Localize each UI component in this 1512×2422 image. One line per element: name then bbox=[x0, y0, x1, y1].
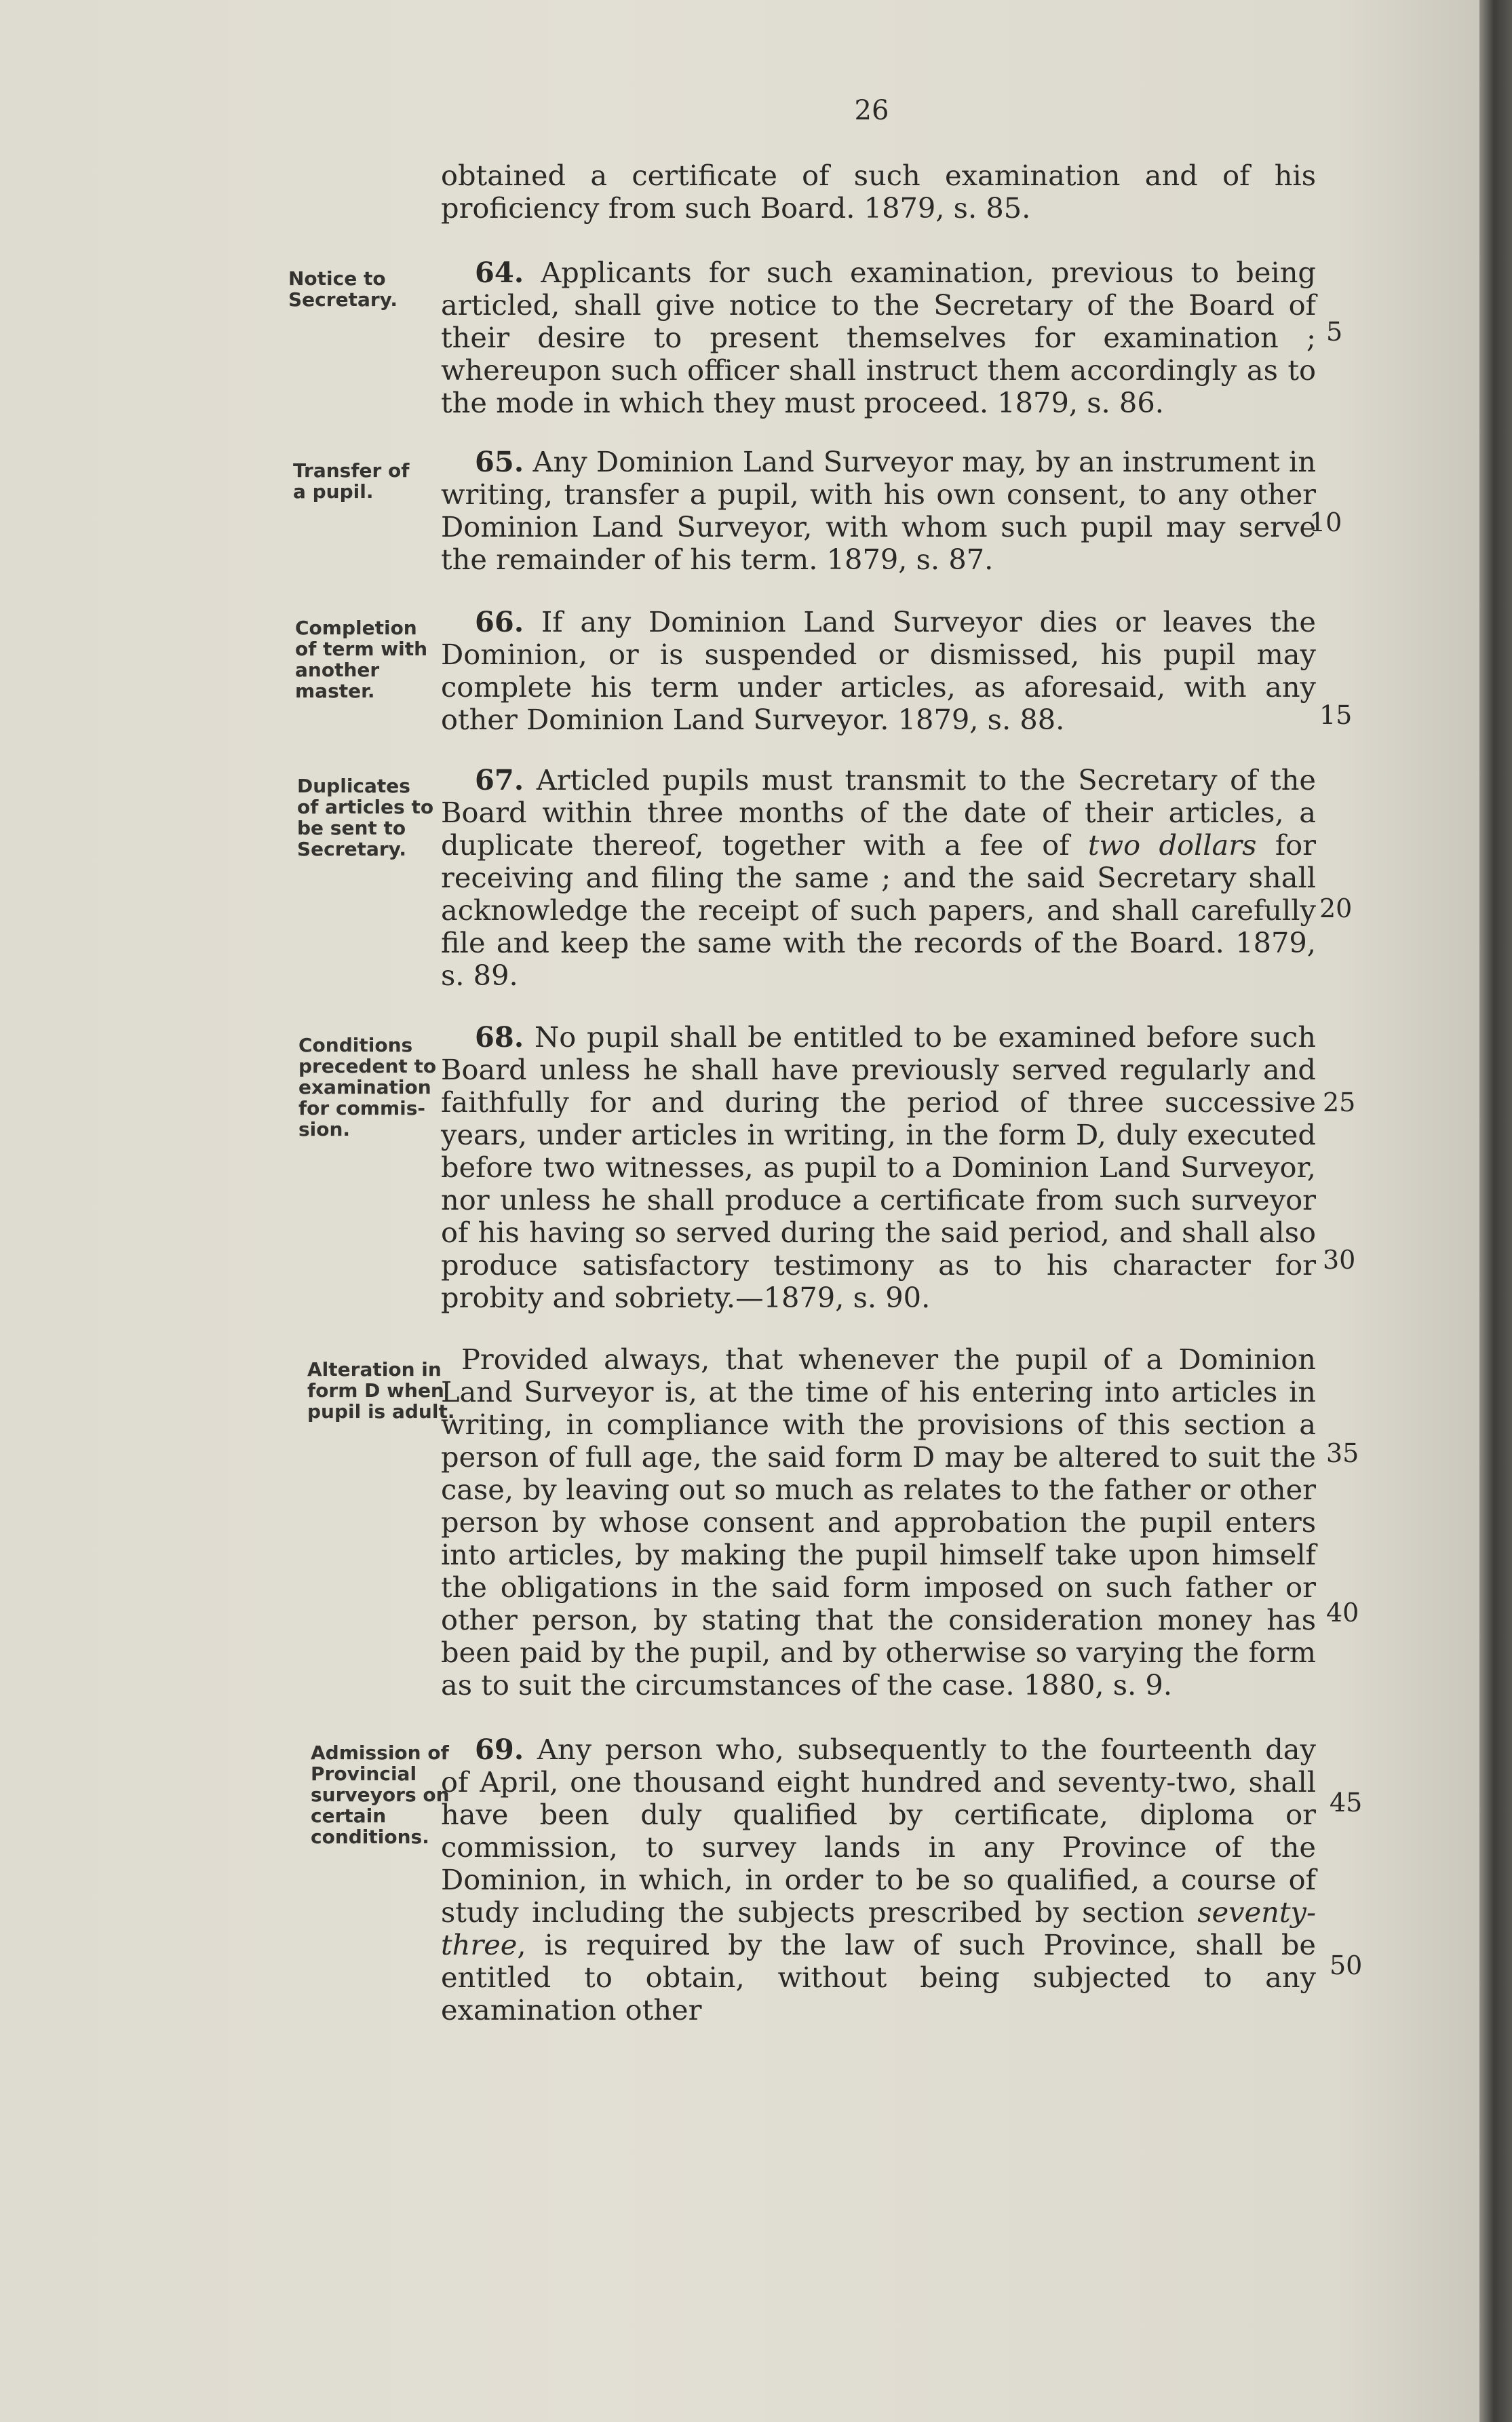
section-number: 65. bbox=[475, 445, 524, 478]
line-number: 15 bbox=[1319, 700, 1353, 730]
section-text: for receiving and filing the same ; and the said Secretary shall acknowledge the receipt of such papers, and shall carefully file and keep the same with the records of the Board. 1879, s. 89. bbox=[441, 828, 1316, 992]
section-text: Any person who, subsequently to the fourteenth day of April, one thousand eight hundred and seventy-two, shall have been duly qualified by certificate, diploma or commission, to survey lands in any Province of the Dominion, in which, in order to be so qualified, a course of study including the subjects prescribed by section bbox=[441, 1733, 1316, 1929]
section-number: 64. bbox=[475, 256, 524, 289]
section-number: 69. bbox=[475, 1733, 524, 1766]
section-text-italic: two dollars bbox=[1087, 828, 1257, 862]
section-number: 67. bbox=[475, 763, 524, 796]
margin-note-conditions: Conditions precedent to examination for commis- sion. bbox=[298, 1034, 437, 1140]
section-65 bbox=[441, 446, 1316, 576]
section-number: 68. bbox=[475, 1020, 524, 1054]
line-number: 50 bbox=[1330, 1950, 1363, 1980]
section-text: Applicants for such examination, previous to being articled, shall give notice to the Secretary of the Board of their desire to present themselves for examination ; whereupon such officer shall instruct them accordingly as to the mode in which they must proceed. 1879, s. 86. bbox=[441, 256, 1316, 419]
paragraph-text: obtained a certificate of such examination and of his proficiency from such Board. 1879, s. 85. bbox=[441, 159, 1316, 225]
line-number: 25 bbox=[1323, 1088, 1356, 1117]
paragraph-continuation bbox=[441, 159, 1316, 225]
section-text: If any Dominion Land Surveyor dies or leaves the Dominion, or is suspended or dismissed, his pupil may complete his term under articles, as aforesaid, with any other Dominion Land Surveyor. 1879, s. 88. bbox=[441, 605, 1316, 736]
line-number: 30 bbox=[1323, 1245, 1356, 1275]
section-67 bbox=[441, 764, 1316, 992]
line-number: 35 bbox=[1326, 1438, 1359, 1468]
line-number: 45 bbox=[1330, 1788, 1363, 1818]
section-68 bbox=[441, 1021, 1316, 1314]
section-text: Any Dominion Land Surveyor may, by an instrument in writing, transfer a pupil, with his own consent, to any other Dominion Land Surveyor, with whom such pupil may serve the remainder of his term. 1879, s. 87. bbox=[441, 445, 1316, 576]
section-text: , is required by the law of such Province, shall be entitled to obtain, without being subjected to any examination other bbox=[441, 1928, 1316, 2026]
book-spine-shadow bbox=[1479, 0, 1512, 2422]
section-number: 66. bbox=[475, 605, 524, 638]
section-text: Articled pupils must transmit to the Secretary of the Board within three months of the date of their articles, a duplicate thereof, together with a fee of bbox=[441, 763, 1316, 862]
section-text: No pupil shall be entitled to be examined before such Board unless he shall have previously served regularly and faithfully for and during the period of three successive years, under articles in writing, in the form D, duly executed before two witnesses, as pupil to a Dominion Land Surveyor, nor unless he shall produce a certificate from such surveyor of his having so served during the said period, and shall also produce satisfactory testimony as to his character for probity and sobriety.—1879, s. 90. bbox=[441, 1020, 1316, 1314]
line-number: 5 bbox=[1326, 317, 1343, 347]
section-69 bbox=[441, 1733, 1316, 2026]
margin-note-transfer: Transfer of a pupil. bbox=[293, 459, 410, 503]
line-number: 20 bbox=[1319, 893, 1353, 923]
margin-note-duplicates: Duplicates of articles to be sent to Secretary. bbox=[297, 775, 434, 860]
line-number: 40 bbox=[1326, 1598, 1359, 1628]
page-number: 26 bbox=[854, 95, 889, 126]
margin-note-notice: Notice to Secretary. bbox=[288, 267, 398, 311]
section-66 bbox=[441, 606, 1316, 736]
margin-note-admission: Admission of Provincial surveyors on certain conditions. bbox=[311, 1742, 450, 1848]
section-64 bbox=[441, 256, 1316, 419]
proviso-paragraph bbox=[441, 1343, 1316, 1702]
margin-note-alteration: Alteration in form D when pupil is adult. bbox=[307, 1358, 455, 1423]
line-number: 10 bbox=[1309, 507, 1342, 537]
margin-note-completion: Completion of term with another master. bbox=[295, 617, 428, 702]
section-text-italic: seventy-three bbox=[441, 1896, 1316, 1961]
paragraph-text: Provided always, that whenever the pupil of a Dominion Land Surveyor is, at the time of his entering into articles in writing, in compliance with the provisions of this section a person of full age, the said form D may be altered to suit the case, by leaving out so much as relates to the father or other person by whose consent and approbation the pupil enters into articles, by making the pupil himself take upon himself the obligations in the said form imposed on such father or other person, by stating that the consideration money has been paid by the pupil, and by otherwise so varying the form as to suit the circumstances of the case. 1880, s. 9. bbox=[441, 1343, 1316, 1702]
